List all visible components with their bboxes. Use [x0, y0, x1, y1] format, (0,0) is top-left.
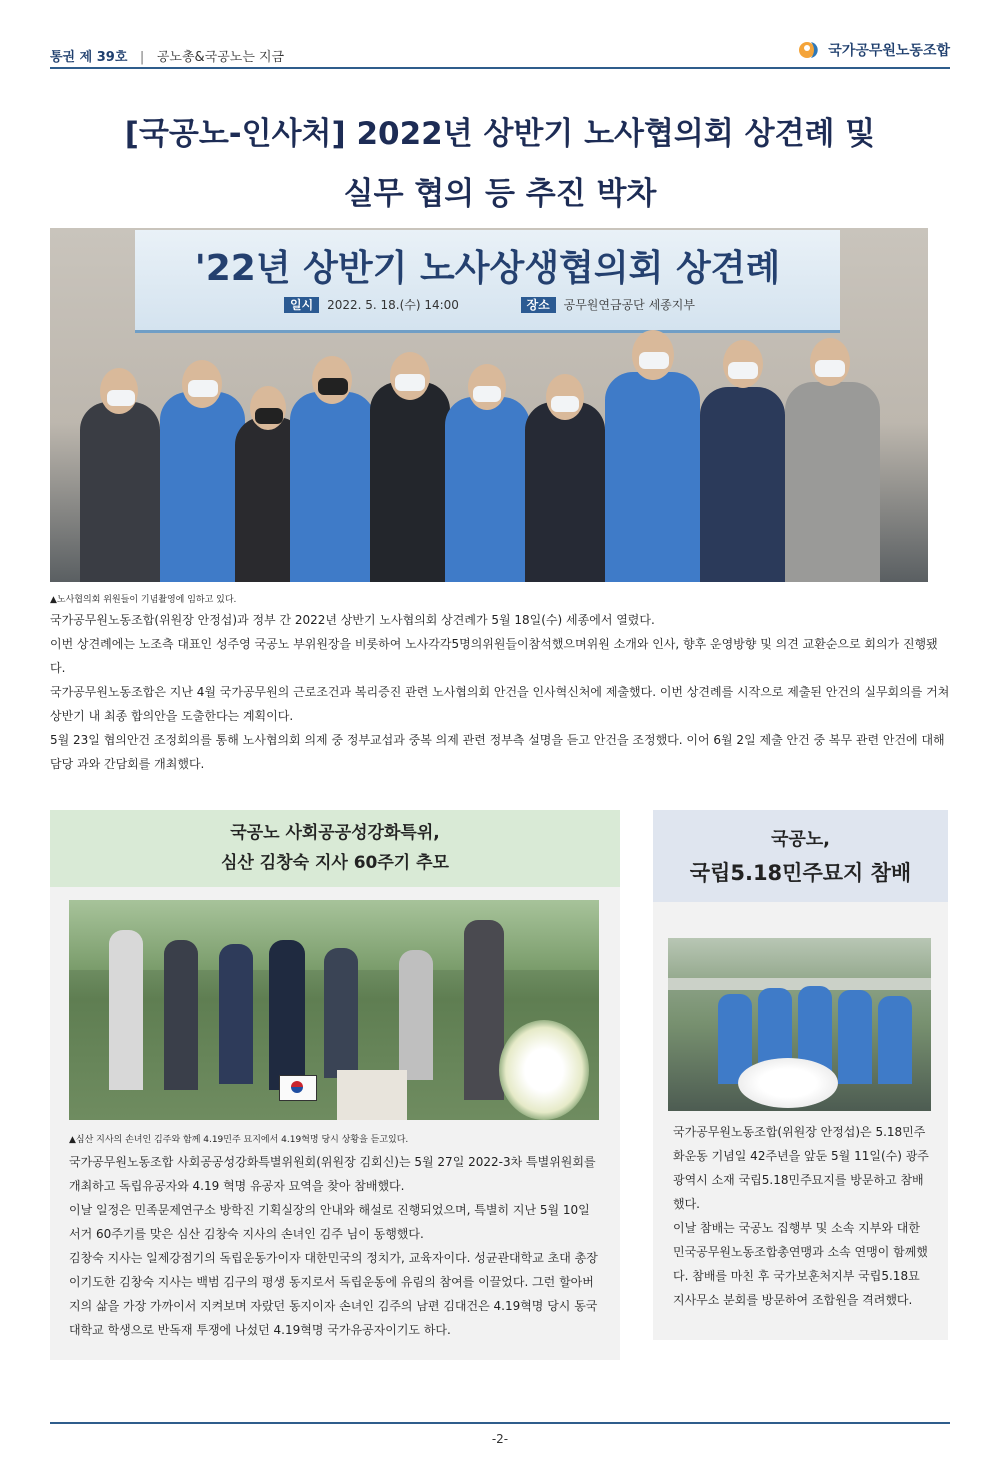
person-figure [80, 402, 160, 582]
article-title-line2: 실무 협의 등 추진 박차 [343, 176, 657, 212]
person-figure [838, 990, 872, 1084]
person-figure [399, 950, 433, 1080]
banner-place-tag: 장소 [521, 297, 556, 313]
section-name: 공노총&국공노는 지금 [156, 50, 285, 65]
person-figure [269, 940, 305, 1090]
footer-divider [50, 1422, 950, 1424]
right-title-line2: 국립5.18민주묘지 참배 [689, 861, 912, 885]
banner-date-tag: 일시 [284, 297, 319, 313]
article-title-line1: [국공노-인사처] 2022년 상반기 노사협의회 상견례 및 [124, 116, 876, 152]
face-mask [188, 380, 218, 397]
left-title-line2: 심산 김창숙 지사 60주기 추모 [221, 853, 449, 873]
person-figure [785, 382, 880, 582]
article-paragraph: 국가공무원노동조합은 지난 4월 국가공무원의 근로조건과 복리증진 관련 노사협의회 안건을 인사혁신처에 제출했다. 이번 상견례를 시작으로 제출된 안건의 실무회의를 거쳐 상반기 내 최종 합의안을 도출한다는 계획이다. [50, 685, 950, 723]
banner-details [135, 296, 840, 313]
left-article-body [69, 1150, 604, 1342]
left-photo-caption: ▲심산 지사의 손녀인 김주와 함께 4.19민주 묘지에서 4.19혁명 당시 상황을 듣고있다. [69, 1135, 409, 1145]
group-photo [50, 228, 928, 582]
person-figure [160, 392, 245, 582]
person-figure [525, 402, 605, 582]
person-figure [605, 372, 700, 582]
article-paragraph: 이번 상견례에는 노조측 대표인 성주영 국공노 부위원장을 비롯하여 노사각각5명의위원들이참석했으며위원 소개와 인사, 향후 운영방향 및 의견 교환순으로 회의가 진행됐다. [50, 637, 938, 675]
article-paragraph: 5월 23일 협의안건 조정회의를 통해 노사협의회 의제 중 정부교섭과 중복 의제 관련 정부측 설명을 듣고 안건을 조정했다. 이어 6월 2일 제출 안건 중 복무 관련 안건에 대해 담당 과와 간담회를 개최했다. [50, 733, 945, 771]
person-figure [219, 944, 253, 1084]
right-paragraph: 이날 참배는 국공노 집행부 및 소속 지부와 대한민국공무원노동조합총연맹과 소속 연맹이 함께했다. 참배를 마친 후 국가보훈처지부 국립5.18묘지사무소 분회를 방문하여 조합원을 격려했다. [673, 1221, 928, 1307]
person-figure [109, 930, 143, 1090]
face-mask [639, 352, 669, 369]
face-mask [728, 362, 758, 379]
left-paragraph: 이날 일정은 민족문제연구소 방학진 기획실장의 안내와 해설로 진행되었으며, 특별히 지난 5월 10일 서거 60주기를 맞은 심산 김창숙 지사의 손녀인 김주 님이 동행했다. [69, 1203, 590, 1241]
face-mask [815, 360, 845, 377]
face-mask [255, 408, 283, 424]
person-figure [324, 948, 358, 1078]
banner-place: 공무원연금공단 세종지부 [563, 298, 695, 312]
issue-label [50, 46, 284, 65]
banner-date: 2022. 5. 18.(수) 14:00 [327, 298, 459, 312]
left-paragraph: 김창숙 지사는 일제강점기의 독립운동가이자 대한민국의 정치가, 교육자이다. 성균관대학교 초대 총장이기도한 김창숙 지사는 백범 김구의 평생 동지로서 독립운동에 유림의 참여를 이끌었다. 그런 할아버지의 삶을 가장 가까이서 지켜보며 자랐던 동지이자 손녀인 김주의 남편 김대건은 4.19혁명 당시 동국대학교 학생으로 반독재 투쟁에 나섰던 4.19혁명 국가유공자이기도 하다. [69, 1251, 598, 1337]
cemetery-photo [69, 900, 599, 1120]
person-figure [445, 397, 530, 582]
left-paragraph: 국가공무원노동조합 사회공공성강화특별위원회(위원장 김회신)는 5월 27일 2022-3차 특별위원회를 개최하고 독립유공자와 4.19 혁명 유공자 묘역을 찾아 참배했다. [69, 1155, 596, 1193]
issue-number: 통권 제 39호 [50, 50, 128, 65]
flower-offering [738, 1058, 838, 1108]
org-logo [798, 38, 950, 62]
main-photo-caption: ▲노사협의회 위원들이 기념촬영에 임하고 있다. [50, 595, 237, 605]
face-mask [473, 386, 501, 402]
article-paragraph: 국가공무원노동조합(위원장 안정섭)과 정부 간 2022년 상반기 노사협의회 상견례가 5월 18일(수) 세종에서 열렸다. [50, 613, 655, 627]
right-paragraph: 국가공무원노동조합(위원장 안정섭)은 5.18민주화운동 기념일 42주년을 앞둔 5월 11일(수) 광주광역시 소재 국립5.18민주묘지를 방문하고 참배했다. [673, 1125, 929, 1211]
page-number: -2- [491, 1432, 509, 1446]
face-mask [318, 378, 348, 395]
banner-title: '22년 상반기 노사상생협의회 상견례 [194, 248, 781, 289]
face-mask [551, 396, 579, 412]
org-name: 국가공무원노동조합 [828, 43, 950, 59]
korean-flag [279, 1075, 317, 1101]
union-logo-icon [798, 38, 822, 62]
right-title-line1: 국공노, [770, 829, 830, 850]
header-divider [50, 67, 950, 69]
person-figure [164, 940, 198, 1090]
event-banner [135, 230, 840, 333]
grave-stone [337, 1070, 407, 1120]
header-separator: | [139, 50, 145, 65]
page-header [50, 38, 950, 68]
right-article-header [653, 810, 948, 902]
person-figure [700, 387, 785, 582]
person-figure [290, 392, 375, 582]
memorial-photo [668, 938, 931, 1111]
person-figure [370, 382, 450, 582]
person-figure [878, 996, 912, 1084]
face-mask [107, 390, 135, 406]
person-figure [464, 920, 504, 1100]
left-title-line1: 국공노 사회공공성강화특위, [230, 823, 440, 843]
article-title [50, 104, 950, 224]
left-article-header [50, 810, 620, 887]
flower-wreath [499, 1020, 589, 1120]
right-article-body [673, 1120, 930, 1312]
face-mask [395, 374, 425, 391]
article-body [50, 608, 950, 776]
